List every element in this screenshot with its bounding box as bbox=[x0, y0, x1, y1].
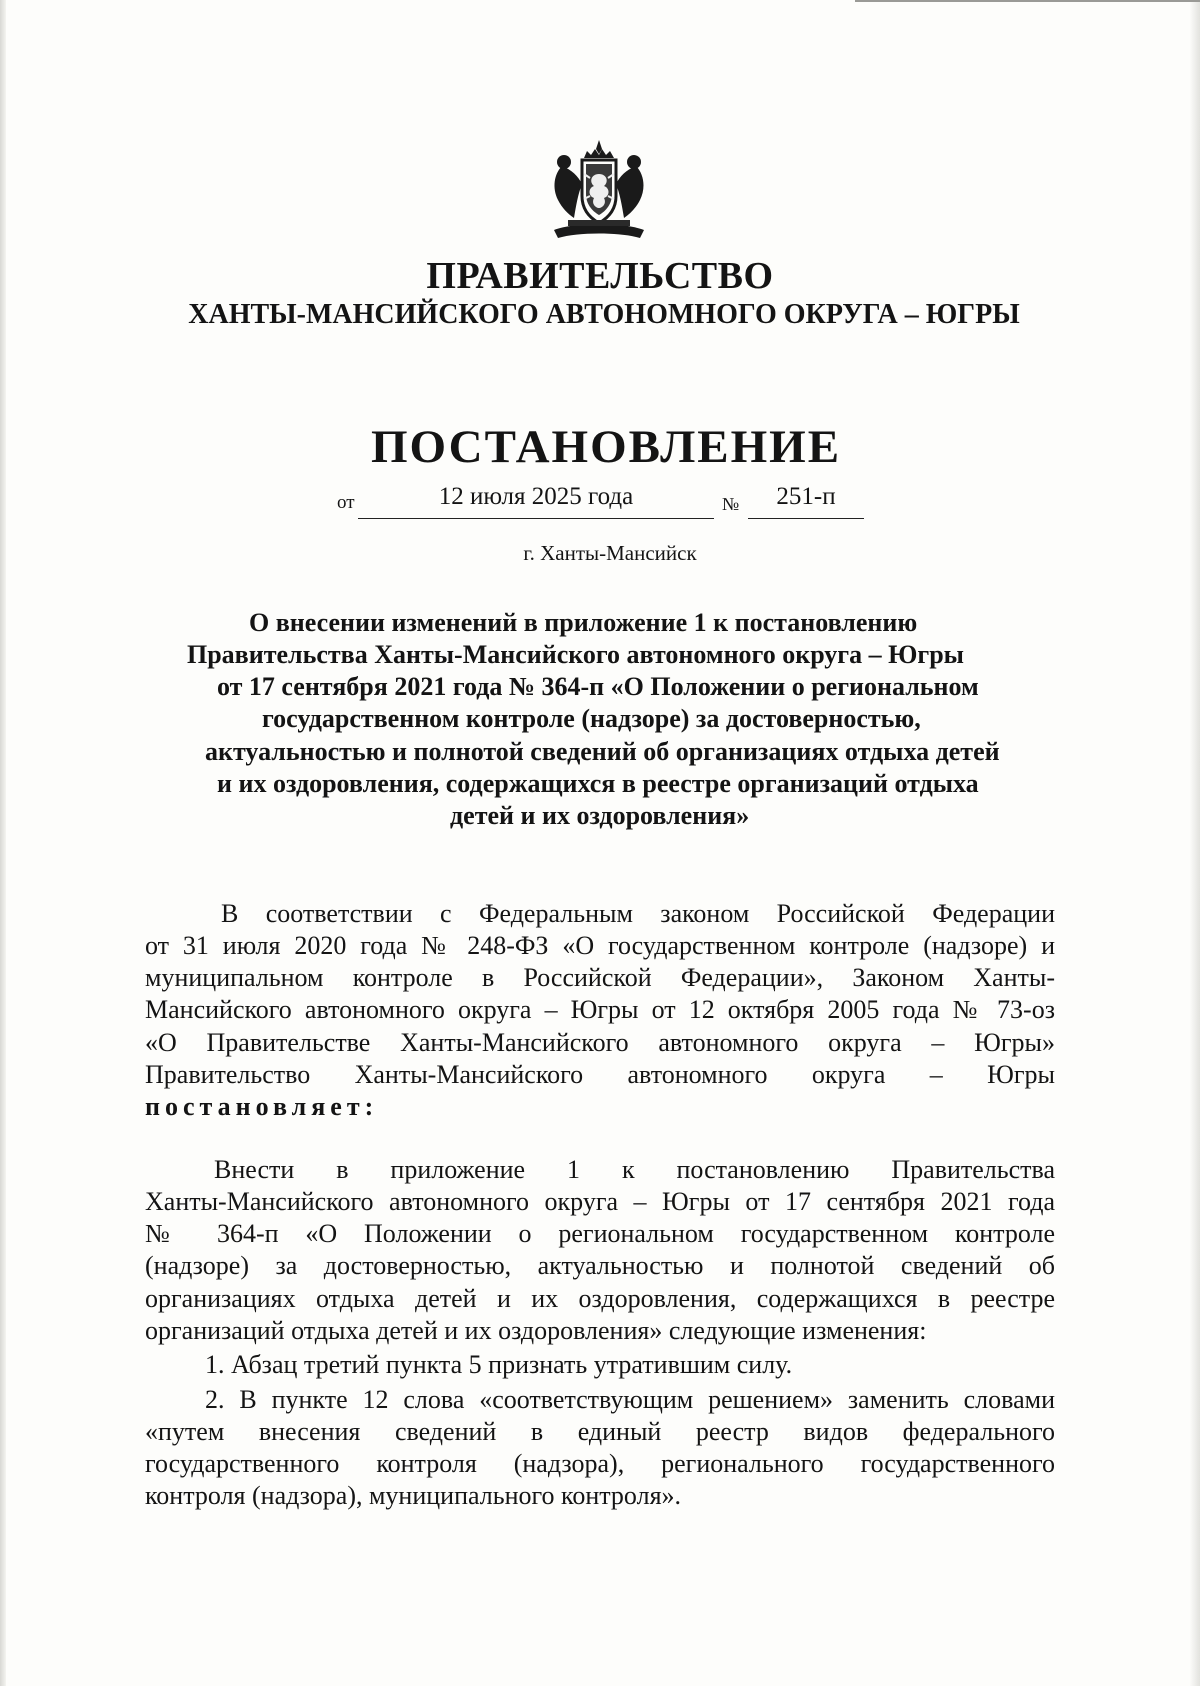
date-number-line bbox=[0, 482, 1200, 522]
scan-edge-right bbox=[1190, 0, 1200, 1686]
coat-of-arms-icon bbox=[548, 138, 650, 242]
heading-line: и их оздоровления, содержащихся в реестре организаций отдыха bbox=[217, 769, 979, 798]
date-prefix: от bbox=[337, 492, 355, 513]
text-line: Мансийского автономного округа – Югры от 12 октября 2005 года № 73-оз bbox=[145, 995, 1055, 1024]
heading-line: от 17 сентября 2021 года № 364-п «О Положении о региональном bbox=[217, 672, 979, 701]
text-line: (надзоре) за достоверностью, актуальностью и полнотой сведений об bbox=[145, 1251, 1055, 1280]
number-sign: № bbox=[722, 494, 740, 514]
heading-line: Правительства Ханты-Мансийского автономного округа – Югры bbox=[187, 640, 964, 669]
text-line: Ханты-Мансийского автономного округа – Югры от 17 сентября 2021 года bbox=[145, 1187, 1055, 1216]
text-line: «путем внесения сведений в единый реестр видов федерального bbox=[145, 1417, 1055, 1446]
text-line: 2. В пункте 12 слова «соответствующим решением» заменить словами bbox=[205, 1385, 1055, 1414]
text-line: Правительство Ханты-Мансийского автономного округа – Югры bbox=[145, 1060, 1055, 1089]
heading-line: О внесении изменений в приложение 1 к постановлению bbox=[249, 608, 918, 637]
text-line: В соответствии с Федеральным законом Российской Федерации bbox=[221, 899, 1055, 928]
region-title: ХАНТЫ-МАНСИЙСКОГО АВТОНОМНОГО ОКРУГА – ЮГРЫ bbox=[188, 299, 1020, 330]
text-line: муниципальном контроле в Российской Федерации», Законом Ханты- bbox=[145, 963, 1055, 992]
text-line: «О Правительстве Ханты-Мансийского автономного округа – Югры» bbox=[145, 1028, 1055, 1057]
heading-line: детей и их оздоровления» bbox=[450, 801, 750, 830]
text-line: государственного контроля (надзора), регионального государственного bbox=[145, 1449, 1055, 1478]
scan-edge-left bbox=[0, 0, 6, 1686]
document-type-title: ПОСТАНОВЛЕНИЕ bbox=[370, 421, 842, 473]
heading-line: актуальностью и полнотой сведений об организациях отдыха детей bbox=[205, 737, 1000, 766]
text-line: контроля (надзора), муниципального контроля». bbox=[145, 1481, 682, 1510]
text-line: 1. Абзац третий пункта 5 признать утратившим силу. bbox=[205, 1350, 793, 1379]
text-line: № 364-п «О Положении о региональном государственном контроле bbox=[145, 1219, 1055, 1248]
text-line: Внести в приложение 1 к постановлению Правительства bbox=[214, 1155, 1055, 1184]
text-line: от 31 июля 2020 года № 248-ФЗ «О государственном контроле (надзоре) и bbox=[145, 931, 1055, 960]
document-date: 12 июля 2025 года bbox=[358, 482, 714, 519]
scan-edge-top bbox=[855, 0, 1200, 2]
government-title: ПРАВИТЕЛЬСТВО bbox=[426, 255, 774, 297]
document-number: 251-п bbox=[748, 482, 864, 519]
text-line: организаций отдыха детей и их оздоровления» следующие изменения: bbox=[145, 1316, 927, 1345]
heading-line: государственном контроле (надзоре) за достоверностью, bbox=[262, 704, 921, 733]
resolves-word: постановляет: bbox=[145, 1092, 379, 1121]
text-line: организациях отдыха детей и их оздоровления, содержащихся в реестре bbox=[145, 1284, 1055, 1313]
city: г. Ханты-Мансийск bbox=[523, 541, 697, 565]
